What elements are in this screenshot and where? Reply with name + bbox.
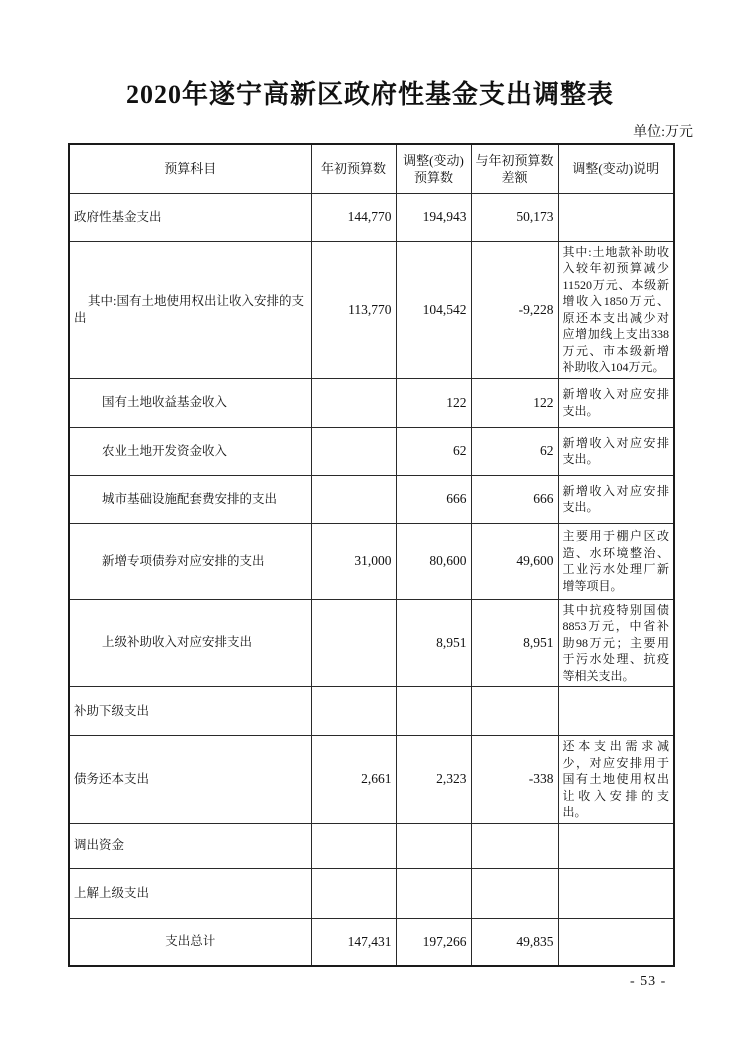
note-cell: 新增收入对应安排支出。 — [558, 427, 674, 475]
table-row — [69, 241, 674, 378]
note-cell — [558, 193, 674, 241]
initial-budget-cell: 147,431 — [311, 918, 396, 966]
adjusted-budget-cell — [396, 868, 471, 918]
difference-cell: -338 — [471, 736, 558, 824]
subject-cell: 补助下级支出 — [69, 687, 311, 736]
page-title: 2020年遂宁高新区政府性基金支出调整表 — [125, 80, 614, 109]
initial-budget-cell — [311, 868, 396, 918]
note-cell: 新增收入对应安排支出。 — [558, 378, 674, 427]
subject-cell: 城市基础设施配套费安排的支出 — [69, 475, 311, 523]
table-row — [69, 378, 674, 427]
difference-cell — [471, 823, 558, 868]
subject-cell: 调出资金 — [69, 823, 311, 868]
difference-cell: 50,173 — [471, 193, 558, 241]
table-row — [69, 918, 674, 966]
initial-budget-cell: 2,661 — [311, 736, 396, 824]
col-header-difference: 与年初预算数差额 — [471, 144, 558, 193]
header-row — [69, 144, 674, 193]
subject-cell: 支出总计 — [69, 918, 311, 966]
adjusted-budget-cell: 197,266 — [396, 918, 471, 966]
subject-cell: 政府性基金支出 — [69, 193, 311, 241]
adjusted-budget-cell: 666 — [396, 475, 471, 523]
subject-cell: 国有土地收益基金收入 — [69, 378, 311, 427]
note-cell — [558, 687, 674, 736]
adjusted-budget-cell — [396, 823, 471, 868]
note-cell: 主要用于棚户区改造、水环境整治、工业污水处理厂新增等项目。 — [558, 523, 674, 599]
note-cell: 还本支出需求减少，对应安排用于国有土地使用权出让收入安排的支出。 — [558, 736, 674, 824]
initial-budget-cell — [311, 378, 396, 427]
adjusted-budget-cell: 104,542 — [396, 241, 471, 378]
difference-cell: 122 — [471, 378, 558, 427]
note-cell — [558, 918, 674, 966]
difference-cell: 49,600 — [471, 523, 558, 599]
note-cell: 新增收入对应安排支出。 — [558, 475, 674, 523]
note-cell: 其中抗疫特别国债8853万元，中省补助98万元；主要用于污水处理、抗疫等相关支出。 — [558, 599, 674, 687]
subject-cell: 新增专项债券对应安排的支出 — [69, 523, 311, 599]
difference-cell: 666 — [471, 475, 558, 523]
initial-budget-cell: 31,000 — [311, 523, 396, 599]
table-row — [69, 193, 674, 241]
difference-cell: 8,951 — [471, 599, 558, 687]
subject-cell: 其中:国有土地使用权出让收入安排的支出 — [69, 241, 311, 378]
adjusted-budget-cell: 8,951 — [396, 599, 471, 687]
difference-cell: -9,228 — [471, 241, 558, 378]
table-row — [69, 736, 674, 824]
col-header-note: 调整(变动)说明 — [558, 144, 674, 193]
budget-adjustment-table — [68, 143, 675, 967]
page-number: - 53 - — [630, 974, 667, 989]
initial-budget-cell — [311, 599, 396, 687]
subject-cell: 上级补助收入对应安排支出 — [69, 599, 311, 687]
col-header-initial-budget: 年初预算数 — [311, 144, 396, 193]
note-cell — [558, 868, 674, 918]
table-row — [69, 868, 674, 918]
table-row — [69, 427, 674, 475]
table-row — [69, 687, 674, 736]
adjusted-budget-cell: 62 — [396, 427, 471, 475]
adjusted-budget-cell: 194,943 — [396, 193, 471, 241]
initial-budget-cell: 144,770 — [311, 193, 396, 241]
initial-budget-cell — [311, 475, 396, 523]
table-row — [69, 823, 674, 868]
difference-cell — [471, 687, 558, 736]
adjusted-budget-cell — [396, 687, 471, 736]
subject-cell: 农业土地开发资金收入 — [69, 427, 311, 475]
initial-budget-cell — [311, 427, 396, 475]
note-cell — [558, 823, 674, 868]
initial-budget-cell: 113,770 — [311, 241, 396, 378]
adjusted-budget-cell: 2,323 — [396, 736, 471, 824]
adjusted-budget-cell: 122 — [396, 378, 471, 427]
unit-label: 单位:万元 — [633, 125, 693, 140]
col-header-subject: 预算科目 — [69, 144, 311, 193]
initial-budget-cell — [311, 823, 396, 868]
col-header-adjusted-budget: 调整(变动)预算数 — [396, 144, 471, 193]
subject-cell: 债务还本支出 — [69, 736, 311, 824]
table-row — [69, 599, 674, 687]
initial-budget-cell — [311, 687, 396, 736]
table-row — [69, 523, 674, 599]
adjusted-budget-cell: 80,600 — [396, 523, 471, 599]
table-row — [69, 475, 674, 523]
difference-cell — [471, 868, 558, 918]
difference-cell: 49,835 — [471, 918, 558, 966]
difference-cell: 62 — [471, 427, 558, 475]
note-cell: 其中:土地款补助收入较年初预算减少11520万元、本级新增收入1850万元、原还本支出减少对应增加线上支出338万元、市本级新增补助收入104万元。 — [558, 241, 674, 378]
subject-cell: 上解上级支出 — [69, 868, 311, 918]
